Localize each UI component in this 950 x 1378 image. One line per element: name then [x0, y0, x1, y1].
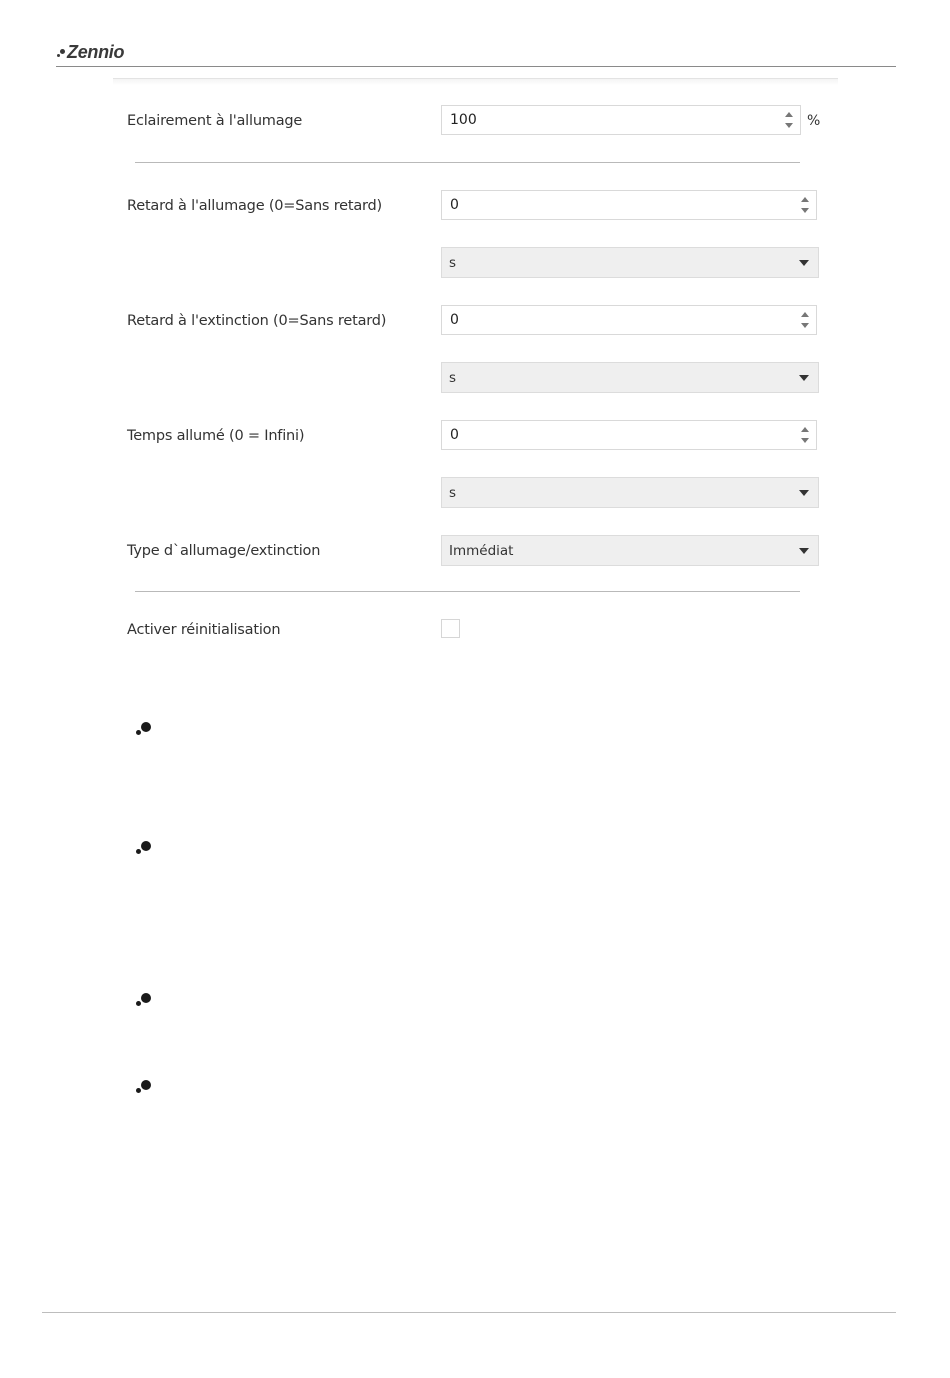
on-time-unit-value: s: [449, 485, 457, 501]
on-time-input[interactable]: [441, 420, 817, 450]
header-divider: [56, 66, 896, 67]
off-delay-spinner[interactable]: [800, 311, 810, 331]
zennio-bullet-icon: [136, 720, 154, 738]
arrow-up-icon[interactable]: [785, 112, 793, 117]
reset-label: Activer réinitialisation: [127, 622, 281, 638]
on-time-unit-select[interactable]: [441, 477, 819, 508]
on-delay-input[interactable]: [441, 190, 817, 220]
arrow-up-icon[interactable]: [801, 197, 809, 202]
brightness-spinner[interactable]: [784, 111, 794, 131]
on-delay-unit-select[interactable]: [441, 247, 819, 278]
zennio-bullet-icon: [136, 991, 154, 1009]
zennio-bullet-icon: [136, 1078, 154, 1096]
arrow-down-icon[interactable]: [801, 438, 809, 443]
brightness-value: 100: [450, 112, 477, 128]
on-delay-unit-value: s: [449, 255, 457, 271]
zennio-bullet-icon: [136, 839, 154, 857]
panel-top-edge: [113, 78, 838, 85]
chevron-down-icon: [799, 375, 809, 381]
section-divider: [135, 162, 800, 163]
section-divider: [135, 591, 800, 592]
zennio-dots-icon: [57, 47, 66, 59]
brightness-unit: %: [807, 113, 821, 129]
arrow-down-icon[interactable]: [785, 123, 793, 128]
footer-divider: [42, 1312, 896, 1313]
reset-checkbox[interactable]: [441, 619, 460, 638]
on-time-label: Temps allumé (0 = Infini): [127, 428, 305, 444]
arrow-down-icon[interactable]: [801, 323, 809, 328]
chevron-down-icon: [799, 490, 809, 496]
switch-type-label: Type d`allumage/extinction: [127, 543, 321, 559]
arrow-up-icon[interactable]: [801, 427, 809, 432]
brightness-label: Eclairement à l'allumage: [127, 113, 303, 129]
off-delay-value: 0: [450, 312, 459, 328]
arrow-down-icon[interactable]: [801, 208, 809, 213]
brand-name: Zennio: [67, 42, 125, 62]
off-delay-label: Retard à l'extinction (0=Sans retard): [127, 313, 387, 329]
brand-logo: [57, 42, 124, 63]
chevron-down-icon: [799, 548, 809, 554]
on-time-value: 0: [450, 427, 459, 443]
switch-type-value: Immédiat: [449, 543, 514, 559]
on-time-spinner[interactable]: [800, 426, 810, 446]
on-delay-label: Retard à l'allumage (0=Sans retard): [127, 198, 382, 214]
on-delay-spinner[interactable]: [800, 196, 810, 216]
arrow-up-icon[interactable]: [801, 312, 809, 317]
page-header: [0, 0, 950, 70]
brightness-input[interactable]: [441, 105, 801, 135]
off-delay-input[interactable]: [441, 305, 817, 335]
parameters-panel: [113, 78, 838, 658]
on-delay-value: 0: [450, 197, 459, 213]
off-delay-unit-select[interactable]: [441, 362, 819, 393]
chevron-down-icon: [799, 260, 809, 266]
switch-type-select[interactable]: [441, 535, 819, 566]
off-delay-unit-value: s: [449, 370, 457, 386]
